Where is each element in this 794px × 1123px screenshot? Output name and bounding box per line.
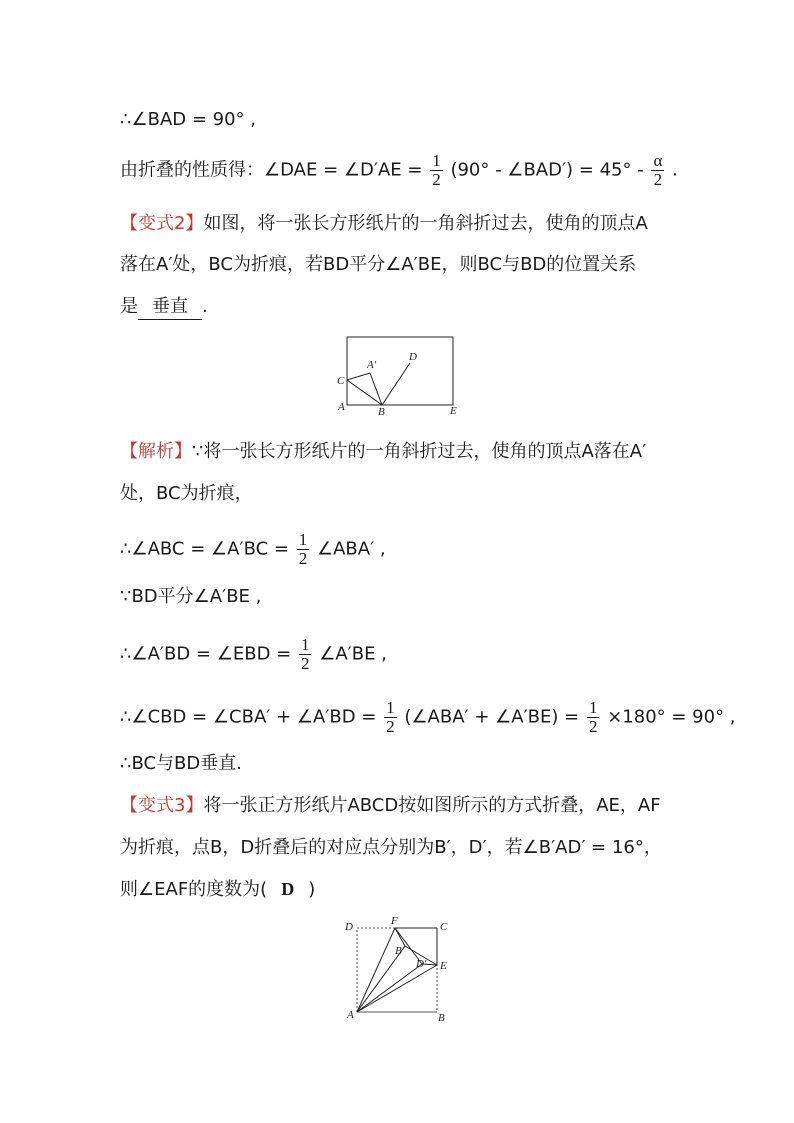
solution-line2: 处，BC为折痕， bbox=[120, 483, 253, 504]
label-A-prime: A′ bbox=[367, 359, 377, 371]
fraction-alpha-half: $\frac{\alpha}{2}$ bbox=[653, 151, 663, 189]
variant2-line2: 落在A′处，BC为折痕，若BD平分∠A′BE，则BC与BD的位置关系 bbox=[120, 254, 637, 275]
label-C: C bbox=[440, 921, 448, 933]
solution-eq3: ∴∠CBD = ∠CBA′ + ∠A′BD = $\frac{1}{2}$ (∠ABA′ + ∠A′BE) = $\frac{1}{2}$ ×180° = 90° , bbox=[120, 698, 736, 736]
solution-line4: ∵BD平分∠A′BE , bbox=[120, 586, 262, 607]
label-E: E bbox=[450, 405, 457, 417]
label-B: B bbox=[438, 1012, 445, 1024]
fraction-half: $\frac{1}{2}$ bbox=[432, 151, 441, 189]
label-A: A bbox=[347, 1009, 354, 1021]
variant3-line2: 为折痕，点B，D折叠后的对应点分别为B′，D′，若∠B′AD′ = 16°， bbox=[120, 837, 662, 858]
conclusion-line: ∴∠BAD = 90° , bbox=[120, 109, 256, 130]
solution-line1: 【解析】∵将一张长方形纸片的一角斜折过去，使角的顶点A落在A′ bbox=[120, 441, 647, 462]
solution-line7: ∴BC与BD垂直. bbox=[120, 753, 242, 774]
variant3-tag: 【变式3】 bbox=[120, 795, 204, 816]
label-C: C bbox=[337, 375, 345, 387]
label-D-prime: D′ bbox=[416, 958, 427, 970]
label-D: D bbox=[409, 351, 417, 363]
variant3-line3: 则∠EAF的度数为( D ) bbox=[120, 879, 316, 900]
label-B: B bbox=[378, 406, 385, 418]
solution-tag: 【解析】 bbox=[120, 441, 192, 462]
solution-eq2: ∴∠A′BD = ∠EBD = $\frac{1}{2}$ ∠A′BE , bbox=[120, 635, 387, 673]
label-E: E bbox=[440, 960, 447, 972]
square-fold-figure bbox=[340, 912, 460, 1024]
rectangle-fold-figure bbox=[330, 330, 470, 420]
label-B-prime: B′ bbox=[395, 945, 405, 957]
fold-property-line: 由折叠的性质得：∠DAE = ∠D′AE = $\frac{1}{2}$ (90° - ∠BAD′) = 45° - $\frac{\alpha}{2}$ . bbox=[120, 151, 678, 189]
answer-choice: D bbox=[281, 879, 295, 899]
label-F: F bbox=[391, 915, 398, 927]
variant3-line1: 【变式3】将一张正方形纸片ABCD按如图所示的方式折叠，AE，AF bbox=[120, 795, 661, 816]
solution-eq1: ∴∠ABC = ∠A′BC = $\frac{1}{2}$ ∠ABA′ , bbox=[120, 530, 386, 568]
answer-blank: 垂直 bbox=[138, 295, 202, 320]
label-D: D bbox=[345, 921, 353, 933]
variant2-line3: 是 垂直 . bbox=[120, 295, 208, 320]
variant2-line1: 【变式2】如图，将一张长方形纸片的一角斜折过去，使角的顶点A bbox=[120, 213, 648, 234]
variant2-tag: 【变式2】 bbox=[120, 213, 204, 234]
label-A: A bbox=[338, 401, 345, 413]
